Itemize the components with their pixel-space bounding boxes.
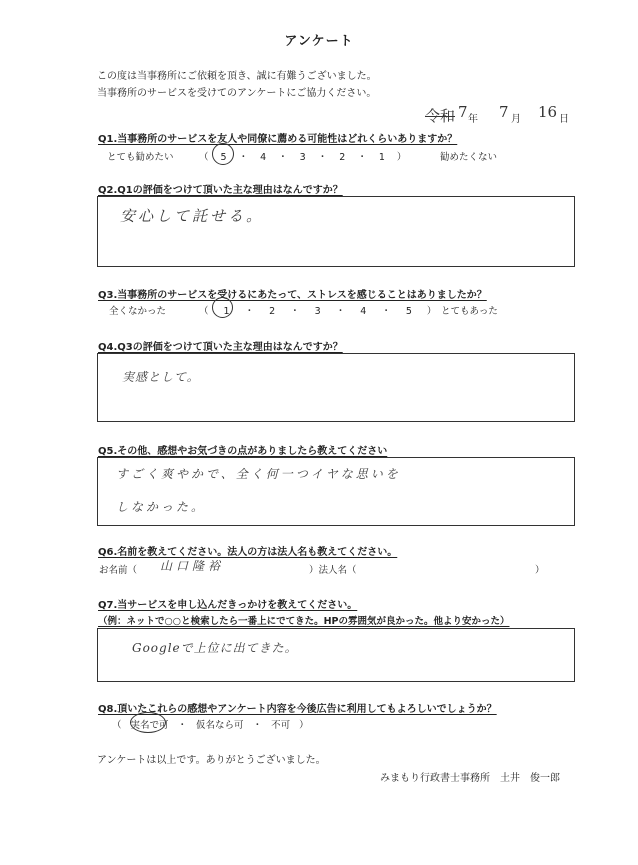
q2-question: Q2.Q1の評価をつけて頂いた主な理由はなんですか？	[98, 185, 343, 196]
date-month-unit: 月	[511, 114, 521, 125]
q8-selection-circle	[130, 712, 166, 733]
signature: みまもり行政書士事務所 土井 俊一郎	[380, 773, 560, 784]
page-title: アンケート	[284, 34, 354, 49]
date-month-value: 7	[499, 103, 509, 121]
q6-name-value[interactable]: 山口隆裕	[160, 559, 225, 573]
q1-right-label: 勧めたくない	[440, 152, 498, 163]
date-day-unit: 日	[559, 114, 569, 125]
q4-question: Q4.Q3の評価をつけて頂いた主な理由はなんですか？	[98, 342, 343, 353]
q6-corp-label: ）法人名（	[309, 565, 357, 576]
q5-answer-line-2: しなかった。	[116, 500, 207, 514]
q1-scale[interactable]: （ 5 ・ 4 ・ 3 ・ 2 ・ 1 ）	[199, 152, 407, 163]
q8-options[interactable]: （ 実名で可 ・ 仮名なら可 ・ 不可 ）	[112, 720, 309, 731]
q4-answer-box[interactable]	[97, 353, 575, 422]
q3-question: Q3.当事務所のサービスを受けるにあたって、ストレスを感じることはありましたか？	[98, 290, 487, 301]
q3-scale[interactable]: （ 1 ・ 2 ・ 3 ・ 4 ・ 5 ）	[199, 306, 437, 317]
q5-answer-box[interactable]	[97, 457, 575, 526]
date-year-value: 7	[458, 103, 468, 121]
closing-text: アンケートは以上です。ありがとうございました。	[97, 755, 326, 766]
q7-question: Q7.当サービスを申し込んだきっかけを教えてください。	[98, 600, 358, 611]
q3-left-label: 全くなかった	[109, 306, 167, 317]
q1-question: Q1.当事務所のサービスを友人や同僚に薦める可能性はどれくらいありますか？	[98, 134, 458, 145]
q4-answer: 実感として。	[122, 370, 200, 384]
q3-selection-circle	[212, 297, 233, 318]
q5-answer-line-1: すごく爽やかで、全く何一つイヤな思いを	[116, 467, 401, 481]
q7-example: （例：ネットで○○と検索したら一番上にでてきた。HPの雰囲気が良かった。他より安かった）	[98, 616, 510, 627]
q1-selection-circle	[212, 143, 234, 165]
date-era: 令和	[425, 107, 456, 125]
intro-line-2: 当事務所のサービスを受けてのアンケートにご協力ください。	[97, 88, 377, 99]
q3-right-label: とてもあった	[441, 306, 498, 317]
q7-answer: Googleで上位に出てきた。	[132, 641, 298, 655]
q2-answer-box[interactable]	[97, 196, 575, 267]
q6-question: Q6.名前を教えてください。法人の方は法人名も教えてください。	[98, 547, 398, 558]
q6-corp-close: ）	[535, 565, 545, 576]
q8-question: Q8.頂いたこれらの感想やアンケート内容を今後広告に利用してもよろしいでしょうか？	[98, 704, 497, 715]
date-year-unit: 年	[468, 114, 478, 125]
q6-name-label: お名前（	[99, 565, 138, 576]
q2-answer: 安心して託せる。	[120, 207, 265, 225]
intro-line-1: この度は当事務所にご依頼を頂き、誠に有難うございました。	[97, 71, 377, 82]
date-day-value: 16	[538, 103, 558, 121]
q7-answer-box[interactable]	[97, 628, 575, 682]
q1-left-label: とても勧めたい	[107, 152, 174, 163]
q5-question: Q5.その他、感想やお気づきの点がありましたら教えてください	[98, 446, 388, 457]
